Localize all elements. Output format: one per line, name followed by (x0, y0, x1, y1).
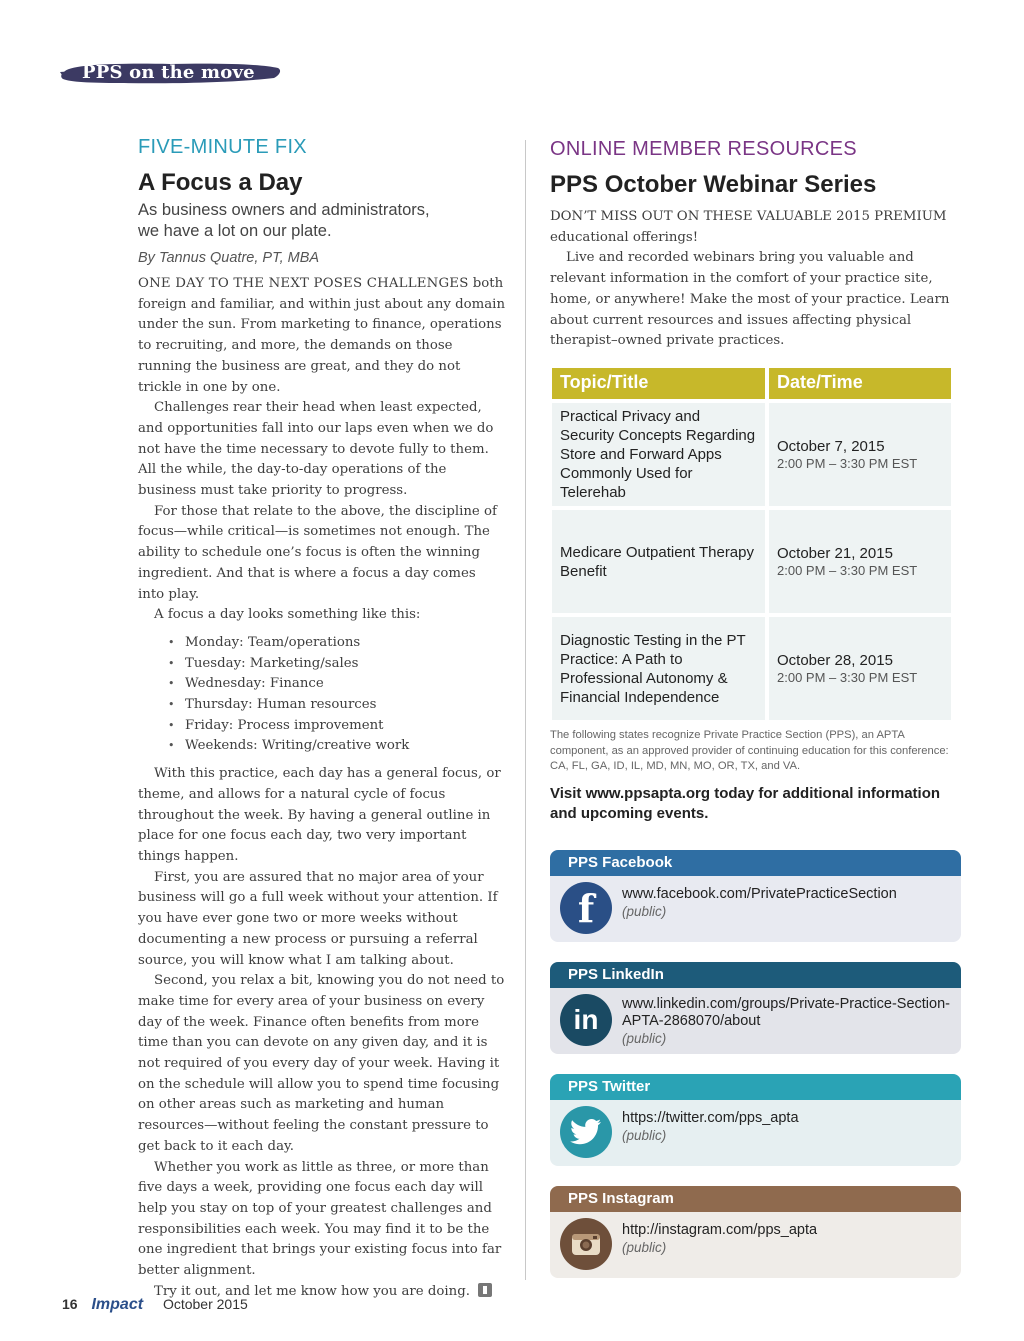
instagram-card-body (550, 1212, 961, 1278)
table-row (552, 403, 951, 506)
twitter-label: PPS Twitter (550, 1074, 961, 1100)
list-item: • Thursday: Human resources (168, 695, 506, 716)
paragraph-1-text: both foreign and familiar, and within just about any domain under the sun. From marketing to finance, operations to recruiting, and more, the demands on those running the business are great, and they do not trickle in one by one. (138, 276, 506, 395)
paragraph-5: With this practice, each day has a general focus, or theme, and allows for a natural cycle of focus throughout the week. By having a general outline in place for one focus each day, two very important things happen. (138, 766, 501, 864)
paragraph-9-text: Try it out, and let me know how you are doing. (154, 1283, 470, 1299)
linkedin-card-body (550, 988, 961, 1054)
linkedin-label: PPS LinkedIn (550, 962, 961, 988)
subtitle-line-1: As business owners and administrators, (138, 201, 430, 219)
list-item: • Monday: Team/operations (168, 633, 506, 654)
facebook-url[interactable]: www.facebook.com/PrivatePracticeSection (622, 886, 897, 902)
table-header (552, 368, 951, 399)
facebook-icon: f (560, 882, 612, 934)
twitter-card-body (550, 1100, 961, 1166)
paragraph-6: First, you are assured that no major area of your business will go a full week without your attention. If you have ever gone two or more weeks without documenting a new process or pursuing a referral source, you will know what I am talking about. (138, 869, 498, 968)
issue-date: October 2015 (162, 1296, 248, 1312)
subtitle-line-2: we have a lot on our plate. (138, 222, 332, 240)
webinar-topic: Medicare Outpatient Therapy Benefit (552, 510, 765, 613)
table-row (552, 617, 951, 720)
list-item: • Tuesday: Marketing/sales (168, 654, 506, 675)
page-footer (62, 1296, 248, 1314)
webinar-datetime (769, 403, 951, 506)
article-byline: By Tannus Quatre, PT, MBA (138, 250, 320, 266)
resources-kicker: ONLINE MEMBER RESOURCES (550, 138, 857, 160)
instagram-icon (560, 1218, 612, 1270)
instagram-link[interactable] (622, 1222, 952, 1256)
facebook-label: PPS Facebook (550, 850, 961, 876)
article-title: A Focus a Day (138, 169, 303, 196)
visit-website-note: Visit www.ppsapta.org today for additional information and upcoming events. (550, 785, 941, 822)
intro-paragraph-2: Live and recorded webinars bring you valuable and relevant information in the comfort of your practice site, home, or anywhere! Make the most of your practice. Learn about current resources and issues affecting physical therapist–owned private practices. (550, 250, 950, 349)
banner-text: PPS on the move (82, 62, 255, 83)
instagram-public-note: (public) (622, 1240, 667, 1255)
twitter-link[interactable] (622, 1110, 952, 1144)
linkedin-url[interactable]: www.linkedin.com/groups/Private-Practice-Section-APTA-2868070/about (622, 996, 950, 1029)
list-item: • Weekends: Writing/creative work (168, 736, 506, 757)
paragraph-7: Second, you relax a bit, knowing you do not need to make time for every area of your business on every day of the week. Finance often benefits from more time than you can devote on any given day, and it is not required of you every day of your week. Having it on the schedule will allow you to spend time focusing on other areas such as marketing and human resources—without feeling the constant pressure to get back to it each day. (138, 973, 505, 1154)
webinar-intro (550, 207, 960, 352)
linkedin-public-note: (public) (622, 1031, 667, 1046)
webinar-date: October 28, 2015 (777, 652, 893, 669)
webinar-time: 2:00 PM – 3:30 PM EST (777, 670, 918, 685)
webinar-date: October 7, 2015 (777, 438, 885, 455)
article-five-minute-fix (138, 136, 506, 1302)
paragraph-1 (138, 274, 506, 398)
table-row (552, 510, 951, 613)
paragraph-8: Whether you work as little as three, or more than five days a week, providing one focus each day will help you stay on top of your greatest challenges and responsibilities each week. You may find it to be the one ingredient that brings your existing focus into far better alignment. (138, 1159, 502, 1279)
twitter-card[interactable] (550, 1074, 961, 1166)
column-divider (525, 140, 526, 1280)
intro-caps: DON’T MISS OUT ON THESE VALUABLE 2015 PREMIUM (550, 209, 947, 224)
linkedin-link[interactable] (622, 996, 952, 1047)
webinar-topic: Practical Privacy and Security Concepts Regarding Store and Forward Apps Commonly Used for Telerehab (552, 403, 765, 506)
end-mark-icon (478, 1283, 492, 1297)
column-header-date: Date/Time (769, 368, 951, 399)
intro-paragraph-1 (550, 207, 960, 248)
twitter-public-note: (public) (622, 1128, 667, 1143)
instagram-card[interactable] (550, 1186, 961, 1278)
page-number: 16 (62, 1296, 78, 1312)
article-body (138, 274, 506, 1302)
webinar-date: October 21, 2015 (777, 545, 893, 562)
webinar-series-title: PPS October Webinar Series (550, 171, 877, 198)
instagram-label: PPS Instagram (550, 1186, 961, 1212)
intro-rest: educational offerings! (550, 229, 699, 245)
paragraph-2: Challenges rear their head when least expected, and opportunities fall into our laps even when we do not have the time necessary to devote fully to them. All the while, the day-to-day operations of the business must take priority to progress. (138, 400, 494, 499)
focus-schedule-list (168, 633, 506, 757)
webinar-datetime (769, 510, 951, 613)
linkedin-icon: in (560, 994, 612, 1046)
webinar-topic: Diagnostic Testing in the PT Practice: A Path to Professional Autonomy & Financial Independence (552, 617, 765, 720)
twitter-url[interactable]: https://twitter.com/pps_apta (622, 1110, 799, 1126)
online-member-resources (550, 138, 960, 352)
article-kicker: FIVE-MINUTE FIX (138, 136, 307, 158)
facebook-link[interactable] (622, 886, 952, 920)
section-banner (60, 60, 282, 86)
facebook-card[interactable] (550, 850, 961, 942)
webinar-table (552, 368, 951, 720)
list-item: • Friday: Process improvement (168, 716, 506, 737)
states-note: The following states recognize Private Practice Section (PPS), an APTA component, as an approved provider of continuing education for this conference: CA, FL, GA, ID, IL, MD, MN, MO, OR, TX, and VA. (550, 729, 949, 773)
facebook-public-note: (public) (622, 904, 667, 919)
lead-in-caps: ONE DAY TO THE NEXT POSES CHALLENGES (138, 276, 469, 291)
instagram-url[interactable]: http://instagram.com/pps_apta (622, 1222, 818, 1238)
paragraph-4: A focus a day looks something like this: (154, 607, 421, 623)
article-subtitle (138, 200, 506, 242)
facebook-card-body (550, 876, 961, 942)
paragraph-3: For those that relate to the above, the discipline of focus—while critical—is sometimes not enough. The ability to schedule one’s focus is often the winning ingredient. And that is where a focus a day comes into play. (138, 503, 497, 602)
linkedin-card[interactable] (550, 962, 961, 1054)
webinar-datetime (769, 617, 951, 720)
twitter-icon (560, 1106, 612, 1158)
webinar-time: 2:00 PM – 3:30 PM EST (777, 456, 918, 471)
list-item: • Wednesday: Finance (168, 674, 506, 695)
webinar-time: 2:00 PM – 3:30 PM EST (777, 563, 918, 578)
magazine-name: Impact (91, 1296, 144, 1313)
column-header-topic: Topic/Title (552, 368, 765, 399)
